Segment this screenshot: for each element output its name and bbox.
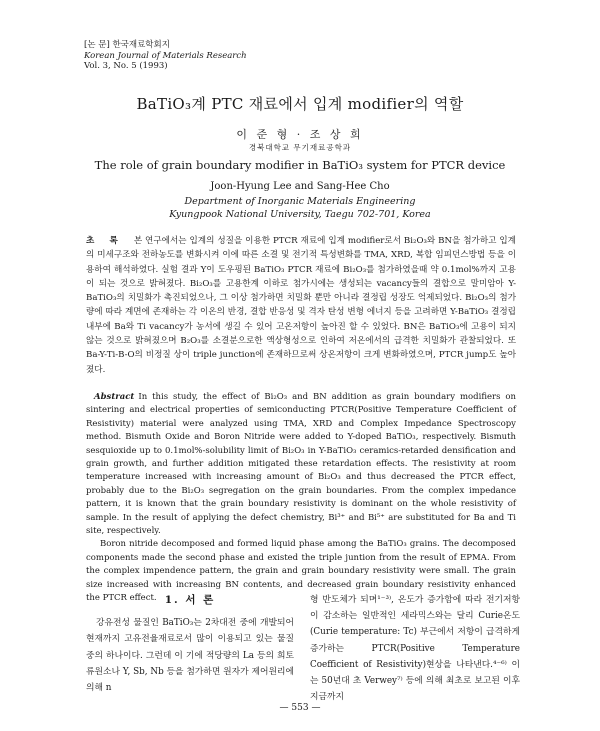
abstract-ko-label: 초 록 — [86, 236, 124, 246]
department-en: Department of Inorganic Materials Engineering — [184, 196, 416, 207]
journal-volume: Vol. 3, No. 5 (1993) — [84, 61, 168, 71]
journal-label-ko: [논 문] 한국재료학회지 — [84, 40, 170, 50]
journal-header — [84, 40, 247, 72]
abstract-en — [86, 391, 516, 606]
paper-title-en: The role of grain boundary modifier in BaTiO₃ system for PTCR device — [94, 158, 506, 172]
body-column-right — [310, 592, 520, 705]
section-title-introduction: 1. 서 론 — [164, 594, 216, 606]
journal-name-en: Korean Journal of Materials Research — [84, 50, 247, 61]
paper-title-ko: BaTiO₃계 PTC 재료에서 입계 modifier의 역할 — [136, 95, 464, 113]
affiliation-ko: 경북대학교 무기재료공학과 — [248, 143, 352, 152]
abstract-ko — [86, 234, 516, 377]
abstract-en-text-1: In this study, the effect of Bi₂O₃ and BN addition as grain boundary modifiers on sintering and electrical properties of semiconducting PTCR(Positive Temperature Coefficient of Resistivity) material were analyzed using TMA, XRD and Complex Impedance Spectroscopy method. Bismuth Oxide and Boron Nitride were added to Y-doped BaTiO₃, respectively. Bismuth sesquioxide up to 0.1mol%-solubility limit of Bi₂O₃ in Y-BaTiO₃ ceramics-retarded densification and grain growth, and further addition mitigated these retardation effects. The resistivity at room temperature increased with increasing amount of Bi₂O₃ and thus decreased the PTCR effect, probably due to the Bi₂O₃ segregation on the grain boundaries. From the complex impedance pattern, it is known that the grain boundary resistivity is dominant on the whole resistivity of sample. In the result of applying the defect chemistry, Bi³⁺ and Bi⁵⁺ are substituted for Ba and Ti site, respectively. — [86, 392, 516, 537]
university-en: Kyungpook National University, Taegu 702-701, Korea — [169, 209, 431, 220]
authors-en: Joon-Hyung Lee and Sang-Hee Cho — [210, 181, 390, 192]
abstract-en-label: Abstract — [94, 392, 135, 402]
body-text-left: 강유전성 물질인 BaTiO₃는 2차대전 중에 개발되어 현재까지 고유전율재료로서 많이 이용되고 있는 물질 중의 하나이다. 그런데 이 기에 적당량의 La 등의 희토류원소나 Y, Sb, Nb 등을 첨가하면 원자가 제어원리에 의해 n — [86, 618, 294, 694]
abstract-en-paragraph-1 — [86, 391, 516, 538]
page-number: — 553 — — [279, 703, 321, 713]
abstract-ko-text: 본 연구에서는 입계의 성질을 이용한 PTCR 재료에 입계 modifier로서 Bi₂O₃와 BN을 첨가하고 입계의 미세구조와 전하농도를 변화시켜 이에 따른 소결 및 전기적 특성변화를 TMA, XRD, 복합 임피던스방법 등을 이용하여 해석하였다. 실험 결과 Y이 도우핑된 BaTiO₃ PTCR 재료에 Bi₂O₃를 첨가하였을때 약 0.1mol%까지 고용이 되는 것으로 밝혀졌다. Bi₂O₃를 고용한계 이하로 첨가시에는 생성되는 vacancy들의 결합으로 말미암아 Y-BaTiO₃의 치밀화가 촉진되었으나, 그 이상 첨가하면 치밀화 뿐만 아니라 결정립 성장도 억제되었다. Bi₂O₃의 첨가량에 따라 계면에 존재하는 각 이온의 반경, 결합 반응성 및 격자 탄성 변형 에너지 등을 고려하면 Y-BaTiO₃ 결정립 내부에 Ba와 Ti vacancy가 농서에 생길 수 있어 고온저항이 높아진 할 수 있었다. BN은 BaTiO₃에 고용이 되지 않는 것으로 밝혀졌으며 B₂O₃를 소결분으로한 액상형성으로 인하여 저온에서의 급격한 치밀화가 관찰되었다. 또 Ba-Y-Ti-B-O의 비정질 상이 triple junction에 존재하므로써 상온저항이 크게 변화하였으며, PTCR jump도 높아졌다. — [86, 236, 516, 375]
authors-ko: 이 준 형 · 조 상 희 — [236, 128, 364, 141]
body-column-left — [86, 592, 294, 696]
body-text-right: 형 반도체가 되며¹⁻³⁾, 온도가 증가함에 따라 전기저항이 감소하는 일반적인 세라믹스와는 달리 Curie온도(Curie temperature: Tc) 부근에서 저항이 급격하게 증가하는 PTCR(Positive Temperature Coefficient of Resistivity)현상을 나타낸다.⁴⁻⁶⁾ 이는 50년대 초 Verwey⁷⁾ 등에 의해 최초로 보고된 이후 지금까지 — [310, 595, 520, 703]
abstract-en-paragraph-2: Boron nitride decomposed and formed liquid phase among the BaTiO₃ grains. The decomposed components made the second phase and existed the triple juntion from the result of EPMA. From the complex impendence pattern, the grain and grain boundary resistivity were small. The grain size increased with increasing BN contents, and decreased grain boundary resistivity enhanced the PTCR effect. — [86, 539, 516, 604]
